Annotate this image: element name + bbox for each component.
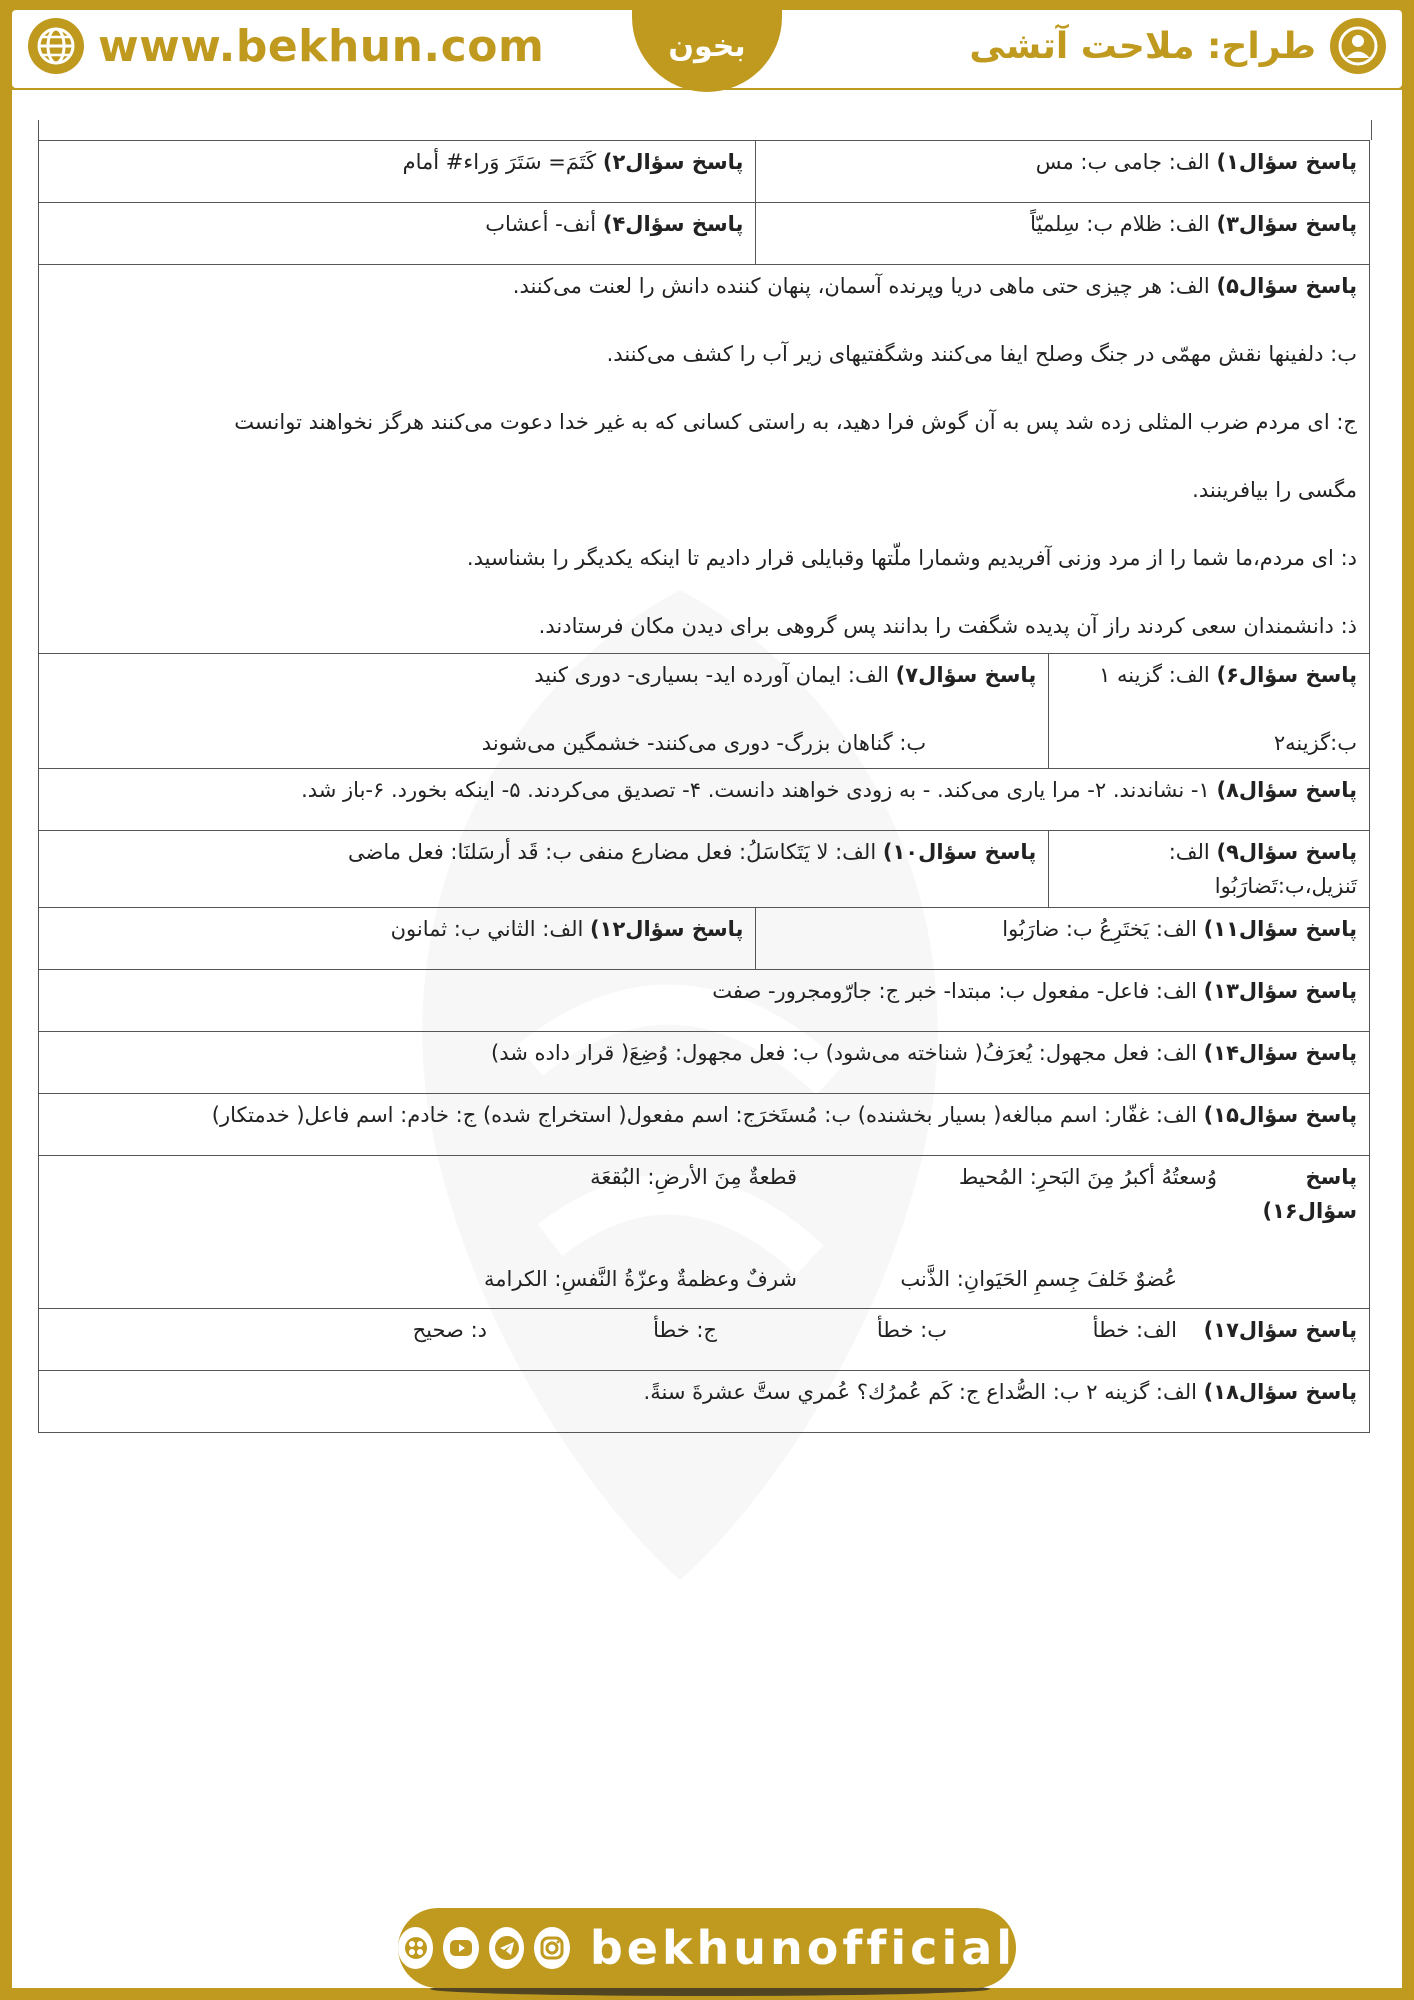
table-top-strip (38, 120, 1372, 140)
footer-handle[interactable]: bekhunofficial (589, 1921, 1017, 1975)
instagram-icon[interactable] (534, 1927, 569, 1969)
youtube-icon[interactable] (443, 1927, 478, 1969)
row-q1-q2: پاسخ سؤال۱) الف: جامی ب: مس پاسخ سؤال۲) کَتَمَ= سَتَرَ وَراء# أمام (39, 141, 1370, 203)
row-q13: پاسخ سؤال۱۳) الف: فاعل- مفعول ب: مبتدا- خبر ج: جارّومجرور- صفت (39, 970, 1370, 1032)
row-q14: پاسخ سؤال۱۴) الف: فعل مجهول: يُعرَفُ( شناخته می‌شود) ب: فعل مجهول: وُضِعَ( قرار داده شد) (39, 1032, 1370, 1094)
row-q6-q7: پاسخ سؤال۶) الف: گزینه ۱ ب:گزینه۲ پاسخ سؤال۷) الف: ایمان آورده اید- بسیاری- دوری کنید ب: گناهان بزرگ- دوری می‌کنند- خشمگین می‌شوند (39, 654, 1370, 769)
row-q11-q12: پاسخ سؤال۱۱) الف: يَختَرِعُ ب: ضارَبُوا پاسخ سؤال۱۲) الف: الثاني ب: ثمانون (39, 908, 1370, 970)
user-icon (1330, 18, 1386, 74)
header (0, 0, 1414, 100)
designer-info (969, 18, 1386, 74)
row-q18: پاسخ سؤال۱۸) الف: گزینه ۲ ب: الصُّداع ج: كَم عُمرُك؟ عُمري ستَّ عشرةَ سنةً. (39, 1371, 1370, 1433)
logo-text: بخون (668, 28, 746, 64)
row-q3-q4: پاسخ سؤال۳) الف: ظلام ب: سِلمیّاً پاسخ سؤال۴) أنف- أعشاب (39, 203, 1370, 265)
website-text: www.bekhun.com (98, 20, 545, 72)
row-q15: پاسخ سؤال۱۵) الف: غفّار: اسم مبالغه( بسیار بخشنده) ب: مُستَخرَج: اسم مفعول( استخراج شده) ج: خادم: اسم فاعل( خدمتکار) (39, 1094, 1370, 1156)
telegram-icon[interactable] (489, 1927, 524, 1969)
designer-name: طراح: ملاحت آتشی (969, 25, 1316, 67)
social-footer (398, 1908, 1016, 1988)
row-q5: پاسخ سؤال۵) الف: هر چیزی حتی ماهی دریا وپرنده آسمان، پنهان کننده دانش را لعنت می‌کنند. ب: دلفینها نقش مهمّی در جنگ وصلح ایفا می‌کنند وشگفتیهای زیر آب را کشف می‌کنند. ج: ای مردم ضرب المثلی زده شد پس به آن گوش فرا دهید، به راستی کسانی که به غیر خدا دعوت می‌کنند هرگز نخواهند توانست مگسی را بیافرینند. د: ای مردم،ما شما را از مرد وزنی آفریدیم وشمارا ملّتها وقبایلی قرار دادیم تا اینکه یکدیگر را بشناسید. ذ: دانشمندان سعی کردند راز آن پدیده شگفت را بدانند پس گروهی برای دیدن مکان فرستادند. (39, 265, 1370, 654)
row-q9-q10: پاسخ سؤال۹) الف: تَنزیل،ب:تَضارَبُوا پاسخ سؤال۱۰) الف: لا يَتَكاسَلُ: فعل مضارع منفی ب: قَد أرسَلنَا: فعل ماضی (39, 831, 1370, 908)
answer-table (38, 140, 1370, 1433)
globe-icon (28, 18, 84, 74)
row-q8: پاسخ سؤال۸) ۱- نشاندند. ۲- مرا یاری می‌کند. - به زودی خواهند دانست. ۴- تصدیق می‌کردند. ۵- اینکه بخورد. ۶-باز شد. (39, 769, 1370, 831)
row-q16: پاسخ سؤال۱۶) وُسعتُهُ أكبرُ مِنَ البَحرِ: المُحيط قطعةٌ مِنَ الأرضِ: البُقعَة عُضوٌ خَلفَ جِسمِ الحَيَوانِ: الذَّنب شرفٌ وعظمةٌ وعزّةُ النَّفسِ: الكرامة (39, 1156, 1370, 1309)
website-link[interactable] (28, 18, 544, 74)
row-q17: پاسخ سؤال۱۷) الف: خطأ ب: خطأ ج: خطأ د: صحيح (39, 1309, 1370, 1371)
aparat-icon[interactable] (398, 1927, 433, 1969)
